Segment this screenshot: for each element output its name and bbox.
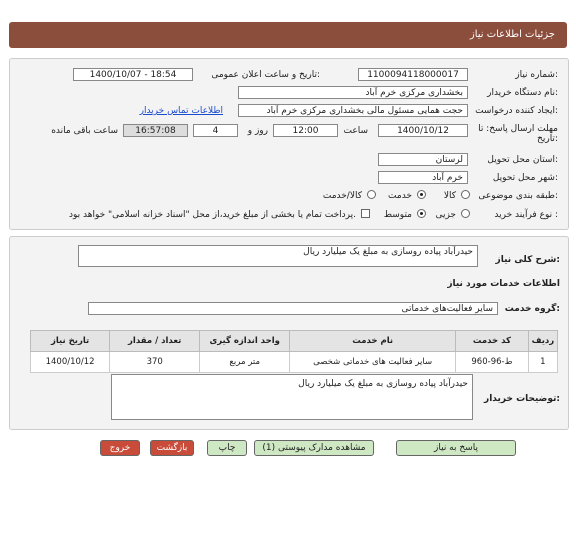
remaining-time-field: 16:57:08 (123, 124, 188, 137)
page-title: جزئیات اطلاعات نیاز (469, 29, 555, 40)
treasury-payment-note: پرداخت تمام یا بخشی از مبلغ خرید،از محل "اسناد خزانه اسلامی" خواهد بود. (68, 210, 356, 220)
remaining-days-label: روز و (247, 126, 268, 136)
cell-service-code: ط-96-960 (456, 352, 529, 373)
category-label: طبقه بندی موضوعی: (478, 191, 558, 201)
deadline-date-field: 1400/10/12 (378, 124, 468, 137)
cell-unit: متر مربع (200, 352, 290, 373)
services-table (30, 330, 558, 373)
services-heading: اطلاعات خدمات مورد نیاز (447, 279, 560, 289)
city-field: خرم آباد (378, 171, 468, 184)
page-header (9, 22, 567, 48)
deadline-time-label: ساعت (343, 126, 368, 136)
col-row-number: ردیف (528, 331, 557, 352)
need-number-label: شماره نیاز: (515, 70, 558, 80)
process-label: نوع فرآیند خرید : (494, 210, 558, 220)
category-option-goods: کالا (443, 191, 456, 201)
category-radio-goods-service[interactable] (367, 190, 376, 199)
process-radio-medium[interactable] (417, 209, 426, 218)
deadline-time-field: 12:00 (273, 124, 338, 137)
summary-label: شرح کلی نیاز: (495, 255, 560, 265)
summary-field: حیدرآباد پیاده روسازی به مبلغ یک میلیارد ریال (78, 245, 478, 267)
cell-service-name: سایر فعالیت های خدماتی شخصی (290, 352, 456, 373)
buyer-label: نام دستگاه خریدار: (487, 88, 558, 98)
remaining-days-field: 4 (193, 124, 238, 137)
buyer-notes-field: حیدرآباد پیاده روسازی به مبلغ یک میلیارد ریال (111, 374, 473, 420)
service-group-label: گروه خدمت: (504, 304, 560, 314)
exit-button[interactable]: خروج (100, 440, 140, 456)
buyer-field: بخشداری مرکزی خرم آباد (238, 86, 468, 99)
buyer-contact-link[interactable]: اطلاعات تماس خریدار (139, 106, 223, 116)
attachments-button[interactable]: مشاهده مدارک پیوستی (1) (254, 440, 374, 456)
need-details-panel (9, 236, 569, 430)
reply-button[interactable]: پاسخ به نیاز (396, 440, 516, 456)
need-info-panel (9, 58, 569, 230)
treasury-payment-checkbox[interactable] (361, 209, 370, 218)
process-radio-minor[interactable] (461, 209, 470, 218)
province-field: لرستان (378, 153, 468, 166)
process-option-medium: متوسط (383, 210, 412, 220)
process-option-minor: جزیی (435, 210, 456, 220)
category-radio-service[interactable] (417, 190, 426, 199)
creator-label: ایجاد کننده درخواست: (475, 106, 558, 116)
col-service-code: کد خدمت (456, 331, 529, 352)
announce-field: 1400/10/07 - 18:54 (73, 68, 193, 81)
city-label: شهر محل تحویل: (492, 173, 558, 183)
announce-label: تاریخ و ساعت اعلان عمومی: (211, 70, 320, 80)
cell-quantity: 370 (110, 352, 200, 373)
buyer-notes-label: توضیحات خریدار: (484, 394, 560, 404)
need-number-field: 1100094118000017 (358, 68, 468, 81)
col-service-name: نام خدمت (290, 331, 456, 352)
cell-row-number: 1 (528, 352, 557, 373)
category-option-service: خدمت (388, 191, 412, 201)
deadline-label: مهلت ارسال پاسخ: تا تاریخ: (478, 124, 558, 144)
province-label: استان محل تحویل: (487, 155, 558, 165)
col-quantity: تعداد / مقدار (110, 331, 200, 352)
table-row (31, 352, 558, 373)
col-need-date: تاریخ نیاز (31, 331, 110, 352)
cell-need-date: 1400/10/12 (31, 352, 110, 373)
service-group-field: سایر فعالیت‌های خدماتی (88, 302, 498, 315)
col-unit: واحد اندازه گیری (200, 331, 290, 352)
back-button[interactable]: بازگشت (150, 440, 194, 456)
remaining-time-label: ساعت باقی مانده (51, 126, 118, 136)
table-header-row (31, 331, 558, 352)
category-option-goods-service: کالا/خدمت (322, 191, 362, 201)
print-button[interactable]: چاپ (207, 440, 247, 456)
creator-field: حجت همایی مسئول مالی بخشداری مرکزی خرم آباد (238, 104, 468, 117)
category-radio-goods[interactable] (461, 190, 470, 199)
